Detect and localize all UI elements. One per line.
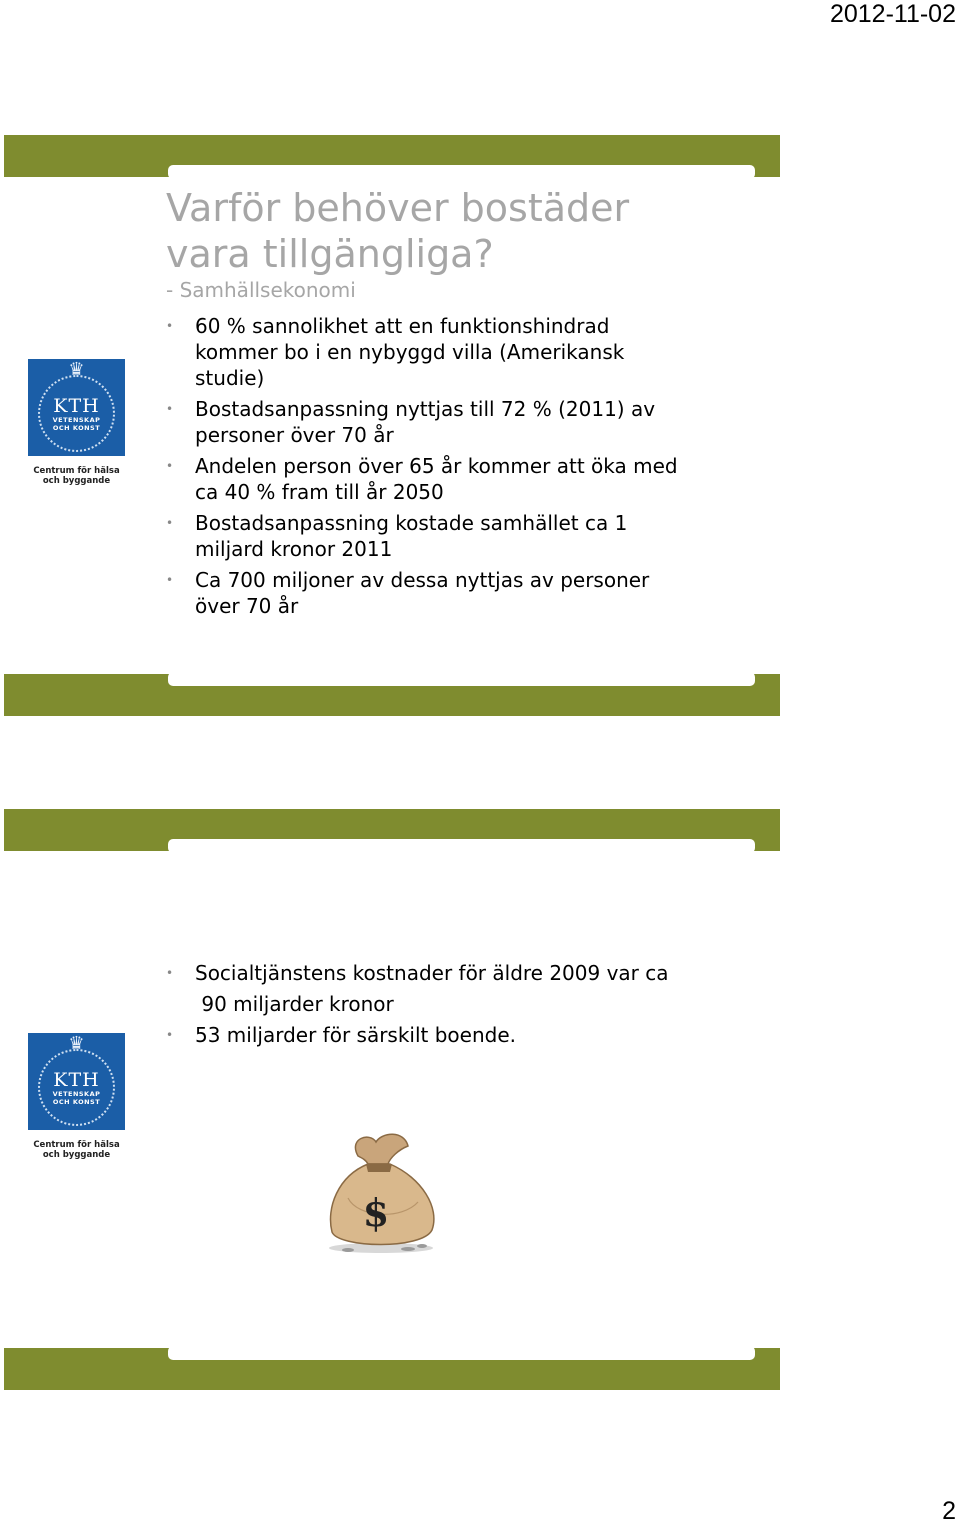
svg-text:$: $	[362, 1190, 390, 1235]
list-item	[166, 396, 726, 448]
list-item	[166, 313, 726, 391]
slide-2-card-top	[168, 839, 755, 853]
slide-2-card-bottom	[168, 1346, 755, 1360]
crown-icon: ♛	[68, 359, 85, 380]
bullet-text: Socialtjänstens kostnader för äldre 2009 var ca	[195, 961, 669, 985]
bullet-icon: •	[166, 1028, 174, 1042]
bullet-icon: •	[166, 319, 174, 333]
document-date: 2012-11-02	[829, 0, 956, 28]
crown-icon: ♛	[68, 1033, 85, 1054]
logo-caption-line2: och byggande	[42, 476, 111, 486]
bullet-icon: •	[166, 402, 174, 416]
slide-2-bullet-list	[166, 958, 746, 1056]
slide-1-subtitle: - Samhällsekonomi	[166, 278, 356, 302]
bullet-icon: •	[166, 516, 174, 530]
list-item	[166, 958, 746, 1020]
bullet-icon: •	[166, 459, 174, 473]
bullet-text: miljard kronor 2011	[195, 537, 393, 561]
kth-logo-emblem	[28, 359, 125, 456]
bullet-text: studie)	[195, 366, 265, 390]
logo-line2: OCH KONST	[52, 423, 101, 432]
title-line-2: vara tillgängliga?	[166, 232, 494, 276]
logo-caption	[28, 1140, 125, 1160]
slide-1-title	[166, 185, 629, 277]
logo-caption-line2: och byggande	[42, 1150, 111, 1160]
list-item	[166, 1020, 746, 1051]
slide-1-bullet-list	[166, 313, 726, 624]
logo-kth-text: KTH	[53, 1068, 100, 1091]
bullet-text: Andelen person över 65 år kommer att öka med	[195, 454, 678, 478]
slide-1-card-bottom	[168, 672, 755, 686]
list-item	[166, 510, 726, 562]
bullet-text: 60 % sannolikhet att en funktionshindrad	[195, 314, 610, 338]
bullet-text: personer över 70 år	[195, 423, 394, 447]
kth-logo	[28, 1033, 125, 1160]
bullet-text: Bostadsanpassning kostade samhället ca 1	[195, 511, 628, 535]
logo-line2: OCH KONST	[52, 1097, 101, 1106]
slide-1-card-top	[168, 165, 755, 179]
logo-kth-text: KTH	[53, 394, 100, 417]
bullet-text: över 70 år	[195, 594, 299, 618]
list-item	[166, 567, 726, 619]
title-line-1: Varför behöver bostäder	[166, 186, 630, 230]
logo-caption	[28, 466, 125, 486]
list-item	[166, 453, 726, 505]
bullet-text: Ca 700 miljoner av dessa nyttjas av personer	[195, 568, 650, 592]
money-bag-icon	[318, 1128, 444, 1256]
logo-caption-line1: Centrum för hälsa	[33, 466, 120, 476]
bullet-text: ca 40 % fram till år 2050	[195, 480, 444, 504]
bullet-text: Bostadsanpassning nyttjas till 72 % (2011) av	[195, 397, 656, 421]
bullet-text: kommer bo i en nybyggd villa (Amerikansk	[195, 340, 625, 364]
bullet-text: 90 miljarder kronor	[195, 992, 394, 1016]
kth-logo	[28, 359, 125, 486]
page-number: 2	[942, 1497, 956, 1525]
logo-caption-line1: Centrum för hälsa	[33, 1140, 120, 1150]
logo-line1: VETENSKAP	[52, 415, 101, 424]
bullet-text: 53 miljarder för särskilt boende.	[195, 1023, 517, 1047]
kth-logo-emblem	[28, 1033, 125, 1130]
bullet-icon: •	[166, 573, 174, 587]
bullet-icon: •	[166, 966, 174, 980]
logo-line1: VETENSKAP	[52, 1089, 101, 1098]
